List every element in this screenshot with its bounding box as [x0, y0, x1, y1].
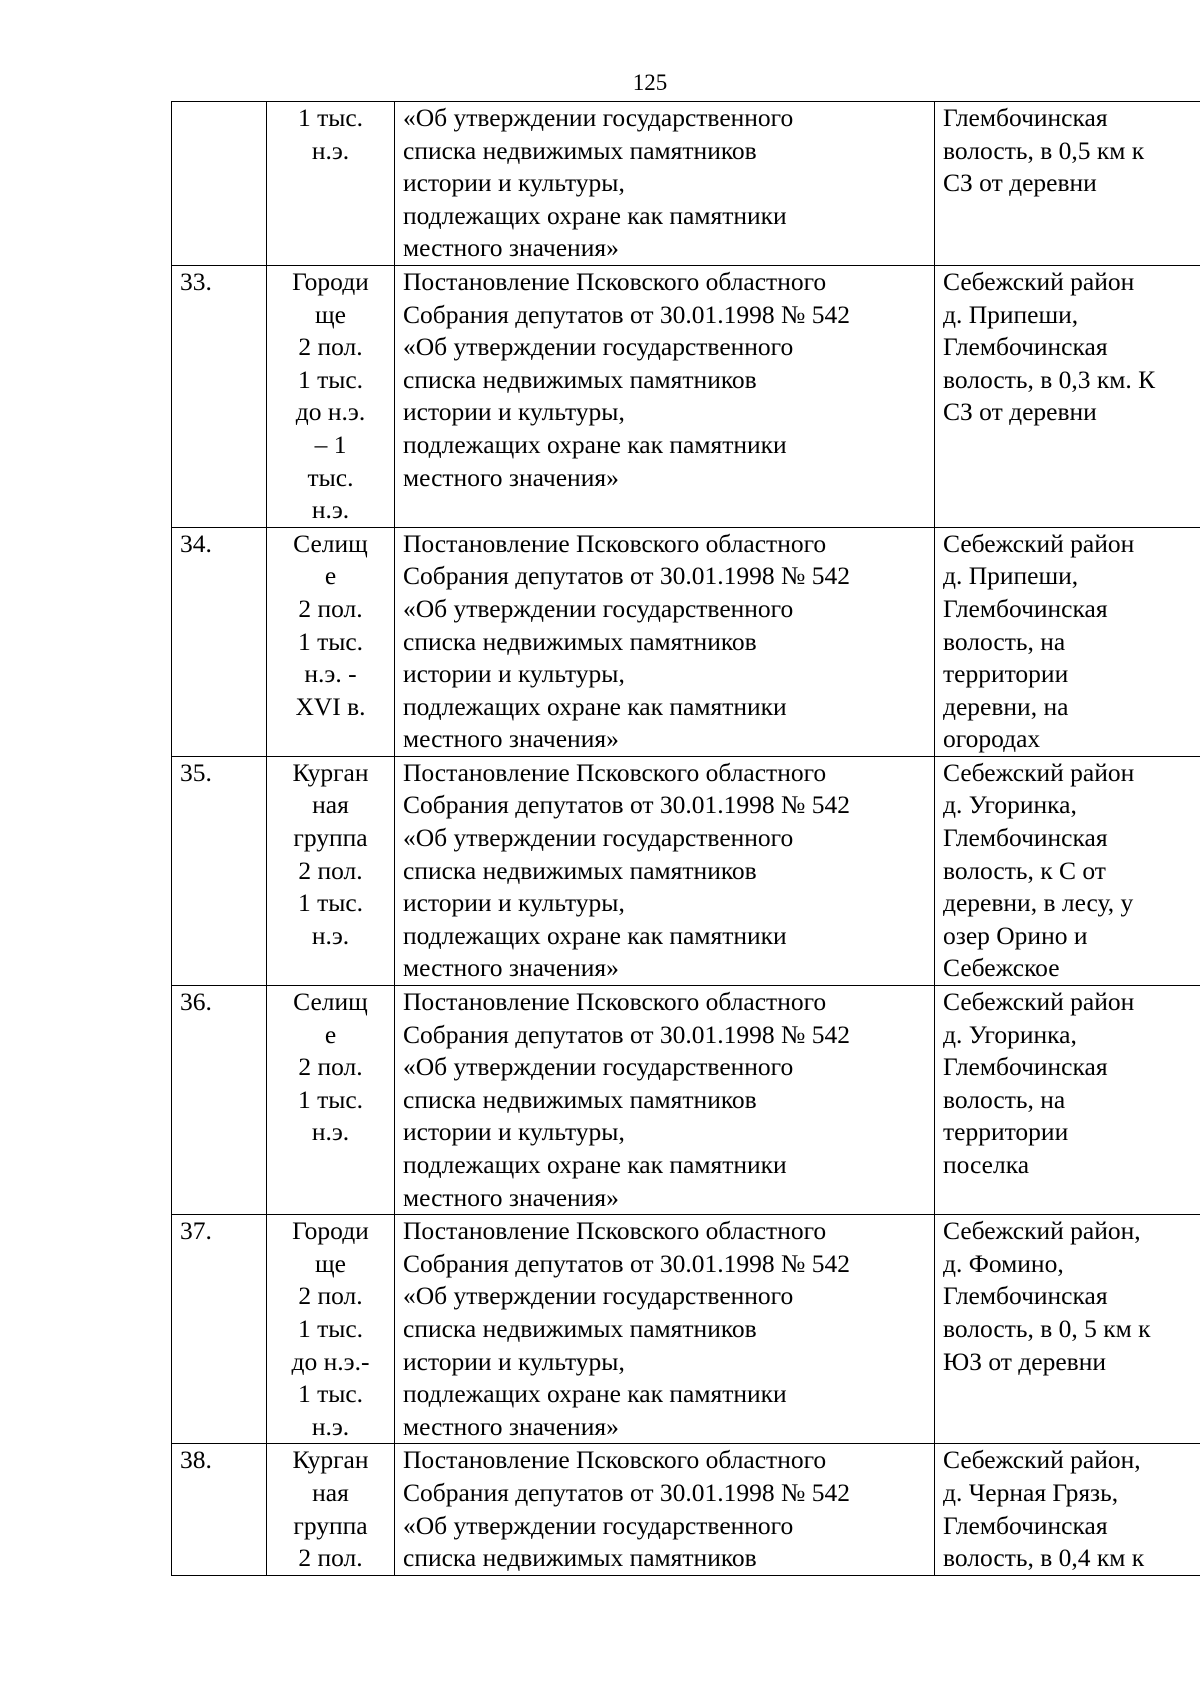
location-cell: Себежский район д. Угоринка, Глембочинская волость, к С от деревни, в лесу, у озер Орино и Себежское [935, 756, 1200, 985]
object-cell: Городи ще 2 пол. 1 тыс. до н.э. – 1 тыс. н.э. [267, 265, 395, 527]
document-cell: Постановление Псковского областного Собрания депутатов от 30.01.1998 № 542 «Об утверждении государственного списка недвижимых памятников истории и культуры, подлежащих охране как памятники местного значения» [395, 265, 935, 527]
page-number: 125 [632, 70, 668, 95]
object-cell: Селищ е 2 пол. 1 тыс. н.э. [267, 986, 395, 1215]
row-number-cell: 33. [172, 265, 267, 527]
table-row [172, 1444, 1200, 1575]
location-cell: Глембочинская волость, в 0,5 км к СЗ от деревни [935, 102, 1200, 266]
document-cell: Постановление Псковского областного Собрания депутатов от 30.01.1998 № 542 «Об утверждении государственного списка недвижимых памятников истории и культуры, подлежащих охране как памятники местного значения» [395, 756, 935, 985]
table-row [172, 986, 1200, 1215]
document-cell: «Об утверждении государственного списка недвижимых памятников истории и культуры, подлежащих охране как памятники местного значения» [395, 102, 935, 266]
location-cell: Себежский район д. Припеши, Глембочинская волость, на территории деревни, на огородах [935, 527, 1200, 756]
object-cell: Селищ е 2 пол. 1 тыс. н.э. - XVI в. [267, 527, 395, 756]
monuments-table-body [172, 102, 1200, 1576]
monuments-table [171, 101, 1200, 1576]
table-row [172, 265, 1200, 527]
location-cell: Себежский район д. Угоринка, Глембочинская волость, на территории поселка [935, 986, 1200, 1215]
table-row [172, 756, 1200, 985]
document-cell: Постановление Псковского областного Собрания депутатов от 30.01.1998 № 542 «Об утверждении государственного списка недвижимых памятников истории и культуры, подлежащих охране как памятники местного значения» [395, 1215, 935, 1444]
object-cell: Курган ная группа 2 пол. [267, 1444, 395, 1575]
row-number-cell: 38. [172, 1444, 267, 1575]
row-number-cell: 35. [172, 756, 267, 985]
location-cell: Себежский район д. Припеши, Глембочинская волость, в 0,3 км. К СЗ от деревни [935, 265, 1200, 527]
table-row [172, 527, 1200, 756]
object-cell: Курган ная группа 2 пол. 1 тыс. н.э. [267, 756, 395, 985]
row-number-cell: 36. [172, 986, 267, 1215]
object-cell: Городи ще 2 пол. 1 тыс. до н.э.- 1 тыс. н.э. [267, 1215, 395, 1444]
document-cell: Постановление Псковского областного Собрания депутатов от 30.01.1998 № 542 «Об утверждении государственного списка недвижимых памятников [395, 1444, 935, 1575]
object-cell: 1 тыс. н.э. [267, 102, 395, 266]
document-cell: Постановление Псковского областного Собрания депутатов от 30.01.1998 № 542 «Об утверждении государственного списка недвижимых памятников истории и культуры, подлежащих охране как памятники местного значения» [395, 527, 935, 756]
row-number-cell [172, 102, 267, 266]
table-row [172, 102, 1200, 266]
row-number-cell: 34. [172, 527, 267, 756]
location-cell: Себежский район, д. Фомино, Глембочинская волость, в 0, 5 км к ЮЗ от деревни [935, 1215, 1200, 1444]
document-cell: Постановление Псковского областного Собрания депутатов от 30.01.1998 № 542 «Об утверждении государственного списка недвижимых памятников истории и культуры, подлежащих охране как памятники местного значения» [395, 986, 935, 1215]
row-number-cell: 37. [172, 1215, 267, 1444]
table-row [172, 1215, 1200, 1444]
location-cell: Себежский район, д. Черная Грязь, Глембочинская волость, в 0,4 км к [935, 1444, 1200, 1575]
